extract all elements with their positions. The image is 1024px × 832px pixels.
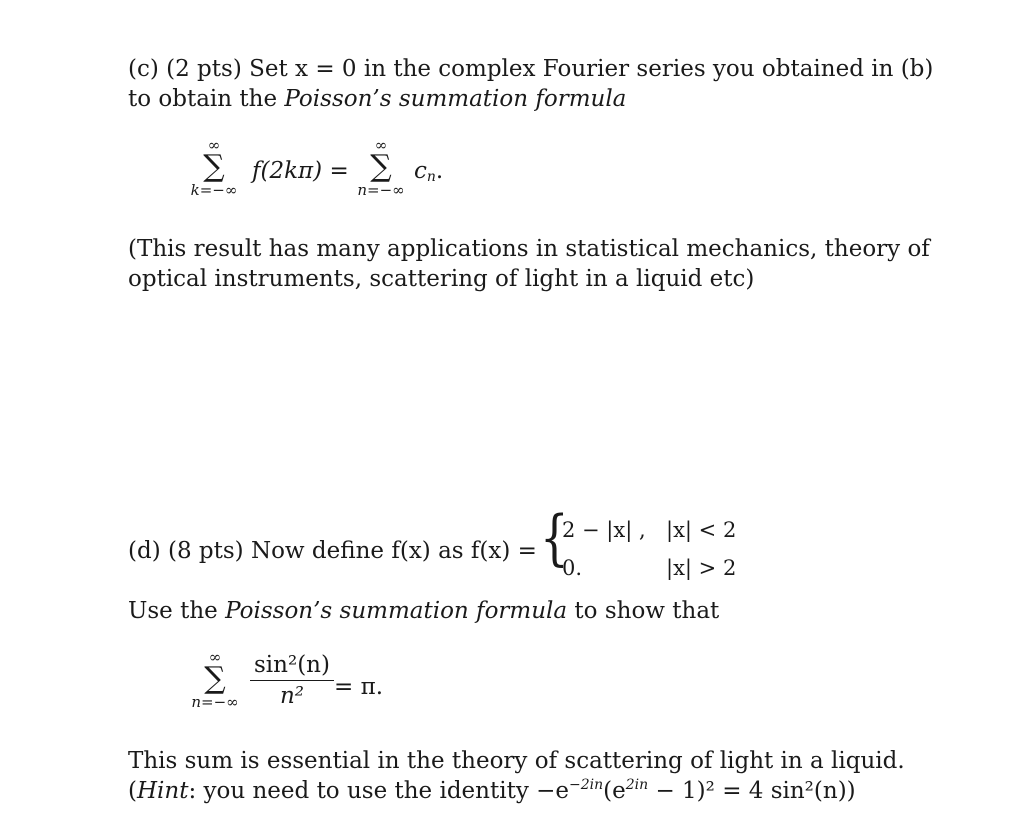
sum-k-body: f(2kπ) = xyxy=(252,158,349,184)
use-prefix: Use the xyxy=(128,598,226,624)
part-d-closing-line-2 xyxy=(128,776,888,806)
hint-word: Hint xyxy=(136,778,189,804)
case-1-condition: |x| < 2 xyxy=(666,518,737,542)
part-d-intro: (d) (8 pts) Now define f(x) as f(x) = xyxy=(128,538,537,564)
sinc-sum-rhs: = π. xyxy=(334,674,384,700)
poisson-formula-emphasis: Poisson’s summation formula xyxy=(284,86,627,112)
sigma-symbol: ∑ xyxy=(204,661,226,696)
sinc-sum-upper-limit: ∞ xyxy=(208,648,222,666)
sum-k-operator xyxy=(186,138,242,198)
sinc-numerator: sin²(n) xyxy=(254,652,330,678)
sinc-denominator: n² xyxy=(279,683,304,709)
sum-k-lower-limit: k=−∞ xyxy=(190,181,238,199)
piecewise-brace: { xyxy=(540,503,569,573)
part-d-closing-line-1: This sum is essential in the theory of scattering of light in a liquid. xyxy=(128,748,905,774)
sinc-sum-lower-limit: n=−∞ xyxy=(191,693,239,711)
sinc-sum-operator xyxy=(186,650,244,710)
hint-exponent-1: −2in xyxy=(569,777,604,793)
part-c-line-2 xyxy=(128,84,888,114)
c-coefficient: c xyxy=(414,158,427,184)
sum-n-lower-limit: n=−∞ xyxy=(357,181,405,199)
c-subscript: n xyxy=(426,169,436,185)
part-c-line-2-prefix: to obtain the xyxy=(128,86,285,112)
hint-rest: : you need to use the identity −e xyxy=(188,778,570,804)
sigma-symbol: ∑ xyxy=(203,149,225,184)
sigma-symbol: ∑ xyxy=(370,149,392,184)
case-1-expression: 2 − |x| , xyxy=(562,518,646,542)
part-d-use-line xyxy=(128,596,888,626)
hint-open: ( xyxy=(128,778,137,804)
use-suffix: to show that xyxy=(567,598,720,624)
sum-n-operator xyxy=(352,138,410,198)
poisson-formula-emphasis-2: Poisson’s summation formula xyxy=(225,598,568,624)
sum-n-period: . xyxy=(435,158,444,184)
case-2-condition: |x| > 2 xyxy=(666,556,737,580)
case-2-expression: 0. xyxy=(562,556,583,580)
sum-k-upper-limit: ∞ xyxy=(207,136,221,154)
hint-tail: − 1)² = 4 sin²(n)) xyxy=(648,778,856,804)
part-c-line-1: (c) (2 pts) Set x = 0 in the complex Fourier series you obtained in (b) xyxy=(128,56,934,82)
part-c-note-line-1: (This result has many applications in statistical mechanics, theory of xyxy=(128,236,930,262)
hint-exponent-2: 2in xyxy=(625,777,649,793)
sum-n-upper-limit: ∞ xyxy=(374,136,388,154)
part-c-note-line-2: optical instruments, scattering of light in a liquid etc) xyxy=(128,266,755,292)
sinc-fraction xyxy=(250,650,334,711)
hint-mid: (e xyxy=(603,778,626,804)
sum-n-body xyxy=(414,156,443,186)
